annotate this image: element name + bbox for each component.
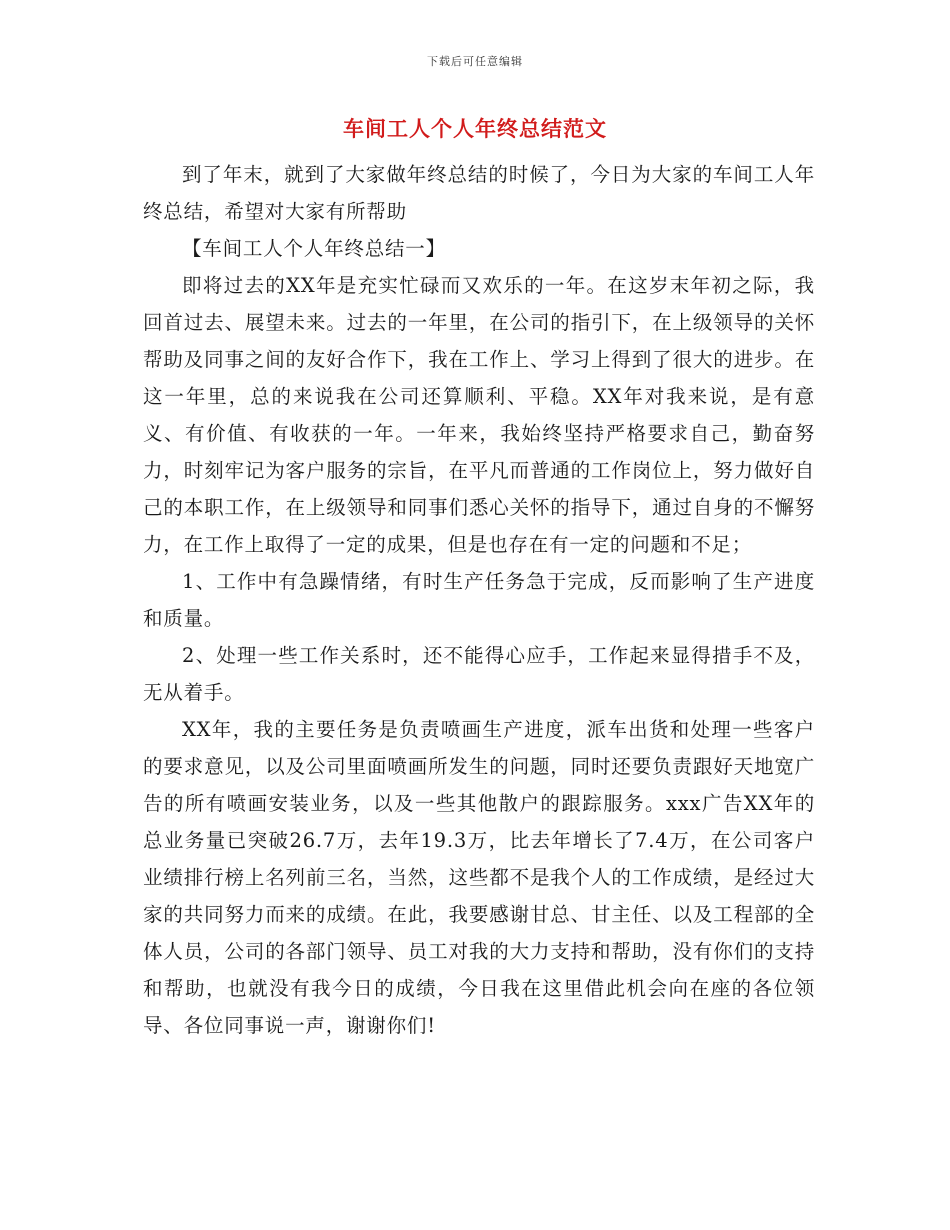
header-note: 下载后可任意编辑	[427, 55, 523, 68]
document-body	[143, 156, 815, 1044]
body-paragraph: 即将过去的XX年是充实忙碌而又欢乐的一年。在这岁末年初之际，我回首过去、展望未来。过去的一年里，在公司的指引下，在上级领导的关怀帮助及同事之间的友好合作下，我在工作上、学习上得到了很大的进步。在这一年里，总的来说我在公司还算顺利、平稳。XX年对我来说，是有意义、有价值、有收获的一年。一年来，我始终坚持严格要求自己，勤奋努力，时刻牢记为客户服务的宗旨，在平凡而普通的工作岗位上，努力做好自己的本职工作，在上级领导和同事们悉心关怀的指导下，通过自身的不懈努力，在工作上取得了一定的成果，但是也存在有一定的问题和不足；	[143, 274, 815, 556]
issue-item-2: 2、处理一些工作关系时，还不能得心应手，工作起来显得措手不及，无从着手。	[143, 644, 815, 704]
body-paragraph: XX年，我的主要任务是负责喷画生产进度，派车出货和处理一些客户的要求意见，以及公司里面喷画所发生的问题，同时还要负责跟好天地宽广告的所有喷画安装业务，以及一些其他散户的跟踪服务。xxx广告XX年的总业务量已突破26.7万，去年19.3万，比去年增长了7.4万，在公司客户业绩排行榜上名列前三名，当然，这些都不是我个人的工作成绩，是经过大家的共同努力而来的成绩。在此，我要感谢甘总、甘主任、以及工程部的全体人员，公司的各部门领导、员工对我的大力支持和帮助，没有你们的支持和帮助，也就没有我今日的成绩，今日我在这里借此机会向在座的各位领导、各位同事说一声，谢谢你们!	[143, 718, 815, 1037]
intro-paragraph: 到了年末，就到了大家做年终总结的时候了，今日为大家的车间工人年终总结，希望对大家有所帮助	[143, 163, 815, 223]
section-heading: 【车间工人个人年终总结一】	[182, 237, 446, 260]
issue-item-1: 1、工作中有急躁情绪，有时生产任务急于完成，反而影响了生产进度和质量。	[143, 570, 815, 630]
document-title: 车间工人个人年终总结范文	[343, 116, 607, 141]
